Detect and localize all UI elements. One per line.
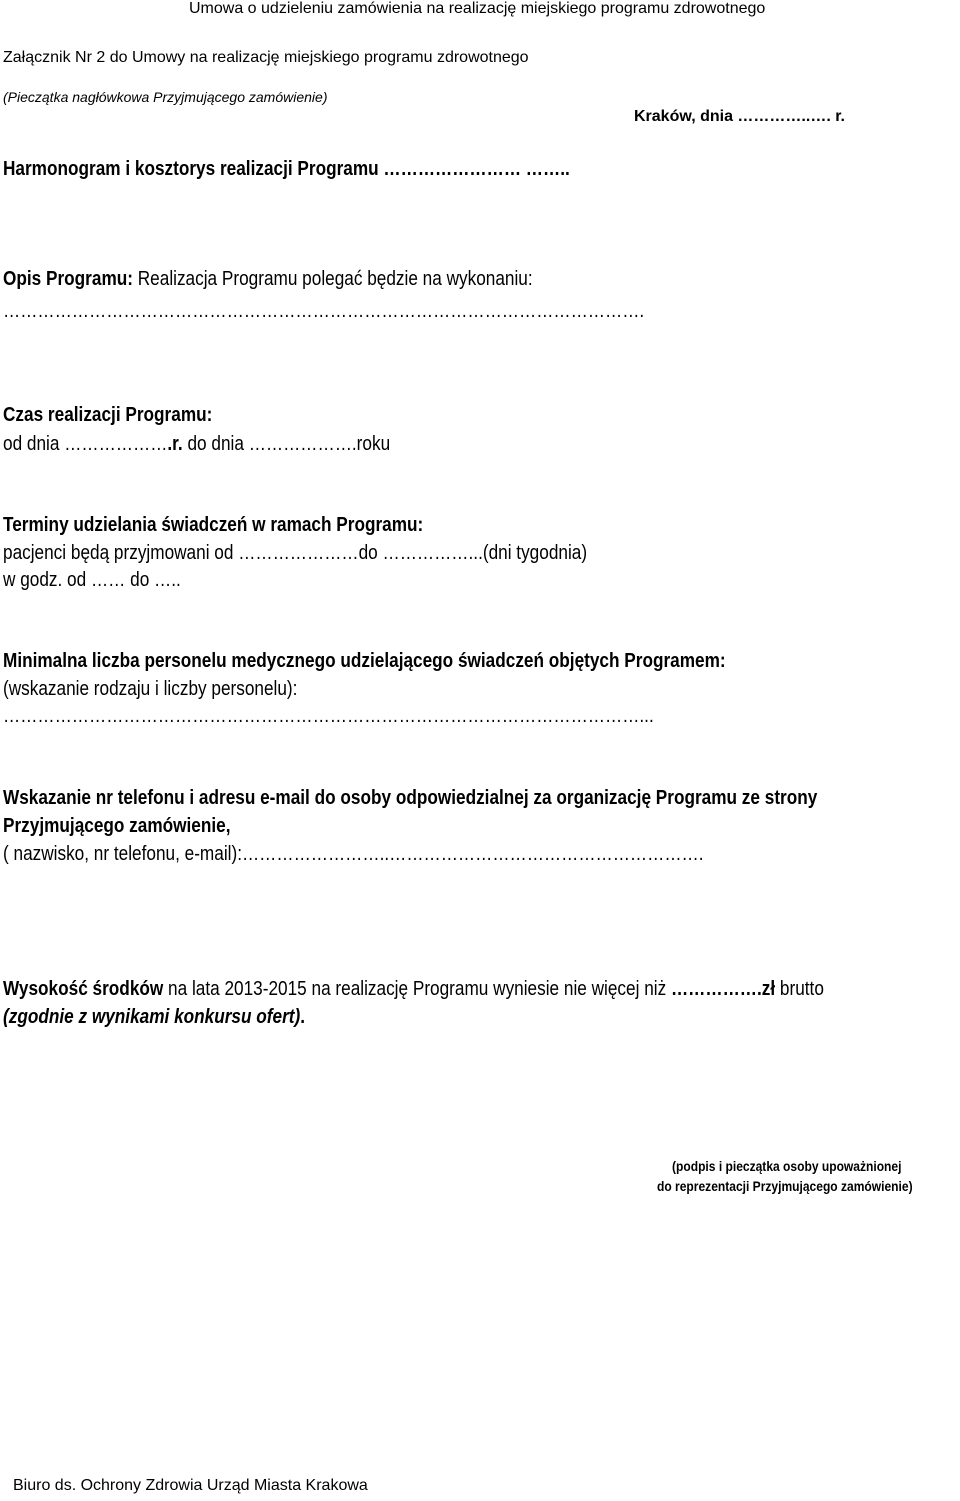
timeframe-line <box>3 433 453 456</box>
staff-dots: …………………………………………………………………………………………………... <box>3 705 654 727</box>
funding-amount: …………….zł <box>670 978 776 1000</box>
funding-text: na lata 2013-2015 na realizację Programu wyniesie nie więcej niż <box>163 978 671 1000</box>
terms-line2: w godz. od …… do ….. <box>3 569 181 591</box>
staff-note: (wskazanie rodzaju i liczby personelu): <box>3 678 298 700</box>
contact-label-line2: Przyjmującego zamówienie, <box>3 815 231 837</box>
timeframe-to: do dnia ……………….roku <box>182 433 391 455</box>
attachment-title: Załącznik Nr 2 do Umowy na realizację miejskiego programu zdrowotnego <box>3 49 529 66</box>
terms-label: Terminy udzielania świadczeń w ramach Programu: <box>3 514 424 536</box>
funding-line <box>3 978 958 1001</box>
timeframe-r: .r. <box>167 433 183 455</box>
schedule-title-text: Harmonogram i kosztorys realizacji Programu …………………… …….. <box>3 158 570 180</box>
funding-bold: Wysokość środków <box>3 978 164 1000</box>
contact-field-line: ( nazwisko, nr telefonu, e-mail):……………………..………………………………………………. <box>3 843 704 865</box>
description-label: Opis Programu: <box>3 268 133 290</box>
place-date: Kraków, dnia …………..…. r. <box>634 108 845 125</box>
schedule-title <box>3 158 662 181</box>
footer: Biuro ds. Ochrony Zdrowia Urząd Miasta Krakowa <box>13 1477 368 1494</box>
description-dots: …………………………………………………………………………………………………. <box>3 300 645 322</box>
contact-label-line1: Wskazanie nr telefonu i adresu e-mail do osoby odpowiedzialnej za organizację Programu ze strony <box>3 787 818 809</box>
description-text: Realizacja Programu polegać będzie na wykonaniu: <box>132 268 533 290</box>
stamp-note: (Pieczątka nagłówkowa Przyjmującego zamówienie) <box>3 89 328 105</box>
description-line <box>3 268 619 291</box>
signature-line1: (podpis i pieczątka osoby upoważnionej <box>672 1158 902 1174</box>
running-header: Umowa o udzieleniu zamówienia na realizację miejskiego programu zdrowotnego <box>189 0 766 17</box>
funding-note-dot: . <box>300 1006 306 1028</box>
timeframe-label: Czas realizacji Programu: <box>3 404 213 426</box>
staff-label: Minimalna liczba personelu medycznego udzielającego świadczeń objętych Programem: <box>3 650 726 672</box>
funding-suffix: brutto <box>775 978 824 1000</box>
signature-line2: do reprezentacji Przyjmującego zamówienie) <box>657 1178 913 1194</box>
terms-line1: pacjenci będą przyjmowani od …………………do ……………...(dni tygodnia) <box>3 542 588 564</box>
funding-note-line <box>3 1006 354 1029</box>
timeframe-from: od dnia ……………… <box>3 433 168 455</box>
funding-note: (zgodnie z wynikami konkursu ofert) <box>3 1006 301 1028</box>
